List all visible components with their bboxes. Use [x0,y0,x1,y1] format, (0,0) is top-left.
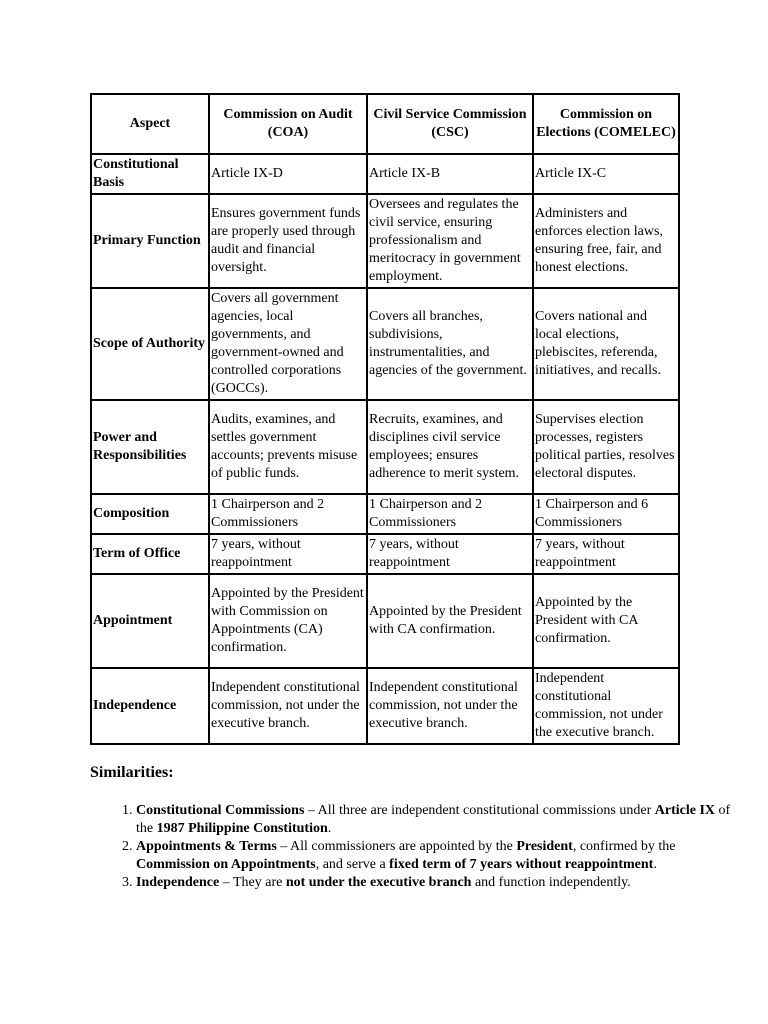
cell-csc: Oversees and regulates the civil service, ensuring professionalism and meritocracy in government employment. [367,194,533,288]
header-aspect: Aspect [91,94,209,154]
item-text: Commission on Appointments [136,857,316,872]
row-aspect: Composition [91,494,209,534]
cell-coa: 7 years, without reappointment [209,534,367,574]
row-aspect: Independence [91,668,209,744]
cell-coa: Appointed by the President with Commission on Appointments (CA) confirmation. [209,574,367,668]
cell-comelec: Supervises election processes, registers political parties, resolves electoral disputes. [533,400,679,494]
list-item [136,838,736,874]
row-aspect: Power and Responsibilities [91,400,209,494]
item-text: 1987 Philippine Constitution [156,821,328,836]
item-text: Appointments & Terms [136,839,277,854]
item-text: of the [136,803,731,836]
item-text: Constitutional Commissions [136,803,305,818]
item-text: . [653,857,657,872]
cell-comelec: Appointed by the President with CA confirmation. [533,574,679,668]
item-text: – All commissioners are appointed by the [276,839,517,854]
item-text: , and serve a [315,857,390,872]
table-row [91,194,679,288]
cell-coa: Ensures government funds are properly used through audit and financial oversight. [209,194,367,288]
header-csc: Civil Service Commission (CSC) [367,94,533,154]
cell-comelec: Independent constitutional commission, not under the executive branch. [533,668,679,744]
cell-comelec: Article IX-C [533,154,679,194]
row-aspect: Appointment [91,574,209,668]
item-text: Independence [136,875,220,890]
cell-comelec: Administers and enforces election laws, ensuring free, fair, and honest elections. [533,194,679,288]
item-text: fixed term of 7 years without reappointment [389,857,654,872]
table-header-row [91,94,679,154]
table-row [91,534,679,574]
cell-comelec: 7 years, without reappointment [533,534,679,574]
cell-csc: Independent constitutional commission, not under the executive branch. [367,668,533,744]
item-text: – All three are independent constitutional commissions under [304,803,655,818]
cell-csc: Article IX-B [367,154,533,194]
item-text: not under the executive branch [285,875,472,890]
cell-comelec: Covers national and local elections, plebiscites, referenda, initiatives, and recalls. [533,288,679,400]
item-text: – They are [219,875,286,890]
item-text: Article IX [654,803,716,818]
similarities-list [90,802,736,892]
cell-csc: 1 Chairperson and 2 Commissioners [367,494,533,534]
table-row [91,494,679,534]
cell-coa: Audits, examines, and settles government accounts; prevents misuse of public funds. [209,400,367,494]
header-comelec: Commission on Elections (COMELEC) [533,94,679,154]
row-aspect: Scope of Authority [91,288,209,400]
item-text: and function independently. [471,875,631,890]
list-item [136,802,736,838]
row-aspect: Primary Function [91,194,209,288]
row-aspect: Constitutional Basis [91,154,209,194]
cell-coa: Covers all government agencies, local governments, and government-owned and controlled corporations (GOCCs). [209,288,367,400]
cell-csc: Covers all branches, subdivisions, instrumentalities, and agencies of the government. [367,288,533,400]
cell-csc: Appointed by the President with CA confirmation. [367,574,533,668]
table-row [91,400,679,494]
table-row [91,574,679,668]
item-text: , confirmed by the [572,839,676,854]
table-row [91,668,679,744]
comparison-table [90,93,680,745]
row-aspect: Term of Office [91,534,209,574]
item-text: . [327,821,332,836]
table-row [91,154,679,194]
item-text: President [516,839,573,854]
cell-coa: Article IX-D [209,154,367,194]
cell-coa: Independent constitutional commission, not under the executive branch. [209,668,367,744]
list-item [136,874,736,892]
header-coa: Commission on Audit (COA) [209,94,367,154]
cell-csc: Recruits, examines, and disciplines civil service employees; ensures adherence to merit system. [367,400,533,494]
similarities-heading: Similarities: [90,764,174,781]
cell-csc: 7 years, without reappointment [367,534,533,574]
table-row [91,288,679,400]
cell-comelec: 1 Chairperson and 6 Commissioners [533,494,679,534]
cell-coa: 1 Chairperson and 2 Commissioners [209,494,367,534]
